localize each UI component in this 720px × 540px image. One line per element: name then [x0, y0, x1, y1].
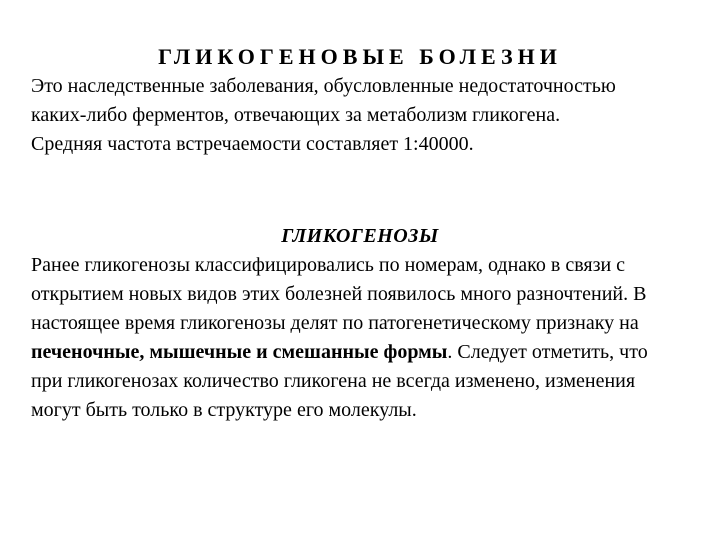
frequency-text: Средняя частота встречаемости составляет 1:40000. [31, 133, 474, 155]
intro-block [31, 72, 671, 159]
section-text-before: Ранее гликогенозы классифицировались по номерам, однако в связи с открытием новых видов этих болезней появилось много разночтений. В настоящее время гликогенозы делят по патогенетическому признаку на [31, 254, 647, 334]
definition-text: Это наследственные заболевания, обусловленные недостаточностью каких-либо ферментов, отвечающих за метаболизм гликогена. [31, 75, 616, 126]
section-bold-forms: печеночные, мышечные и смешанные формы [31, 341, 448, 363]
slide-title: ГЛИКОГЕНОВЫЕ БОЛЕЗНИ [158, 44, 562, 69]
section-text-after: . Следует отметить, что при гликогенозах количество гликогена не всегда изменено, изменения могут быть только в структуре его молекулы. [31, 341, 648, 421]
section-heading: ГЛИКОГЕНОЗЫ [281, 225, 439, 247]
glycogenoses-section [31, 222, 671, 425]
section-paragraph [31, 251, 671, 425]
